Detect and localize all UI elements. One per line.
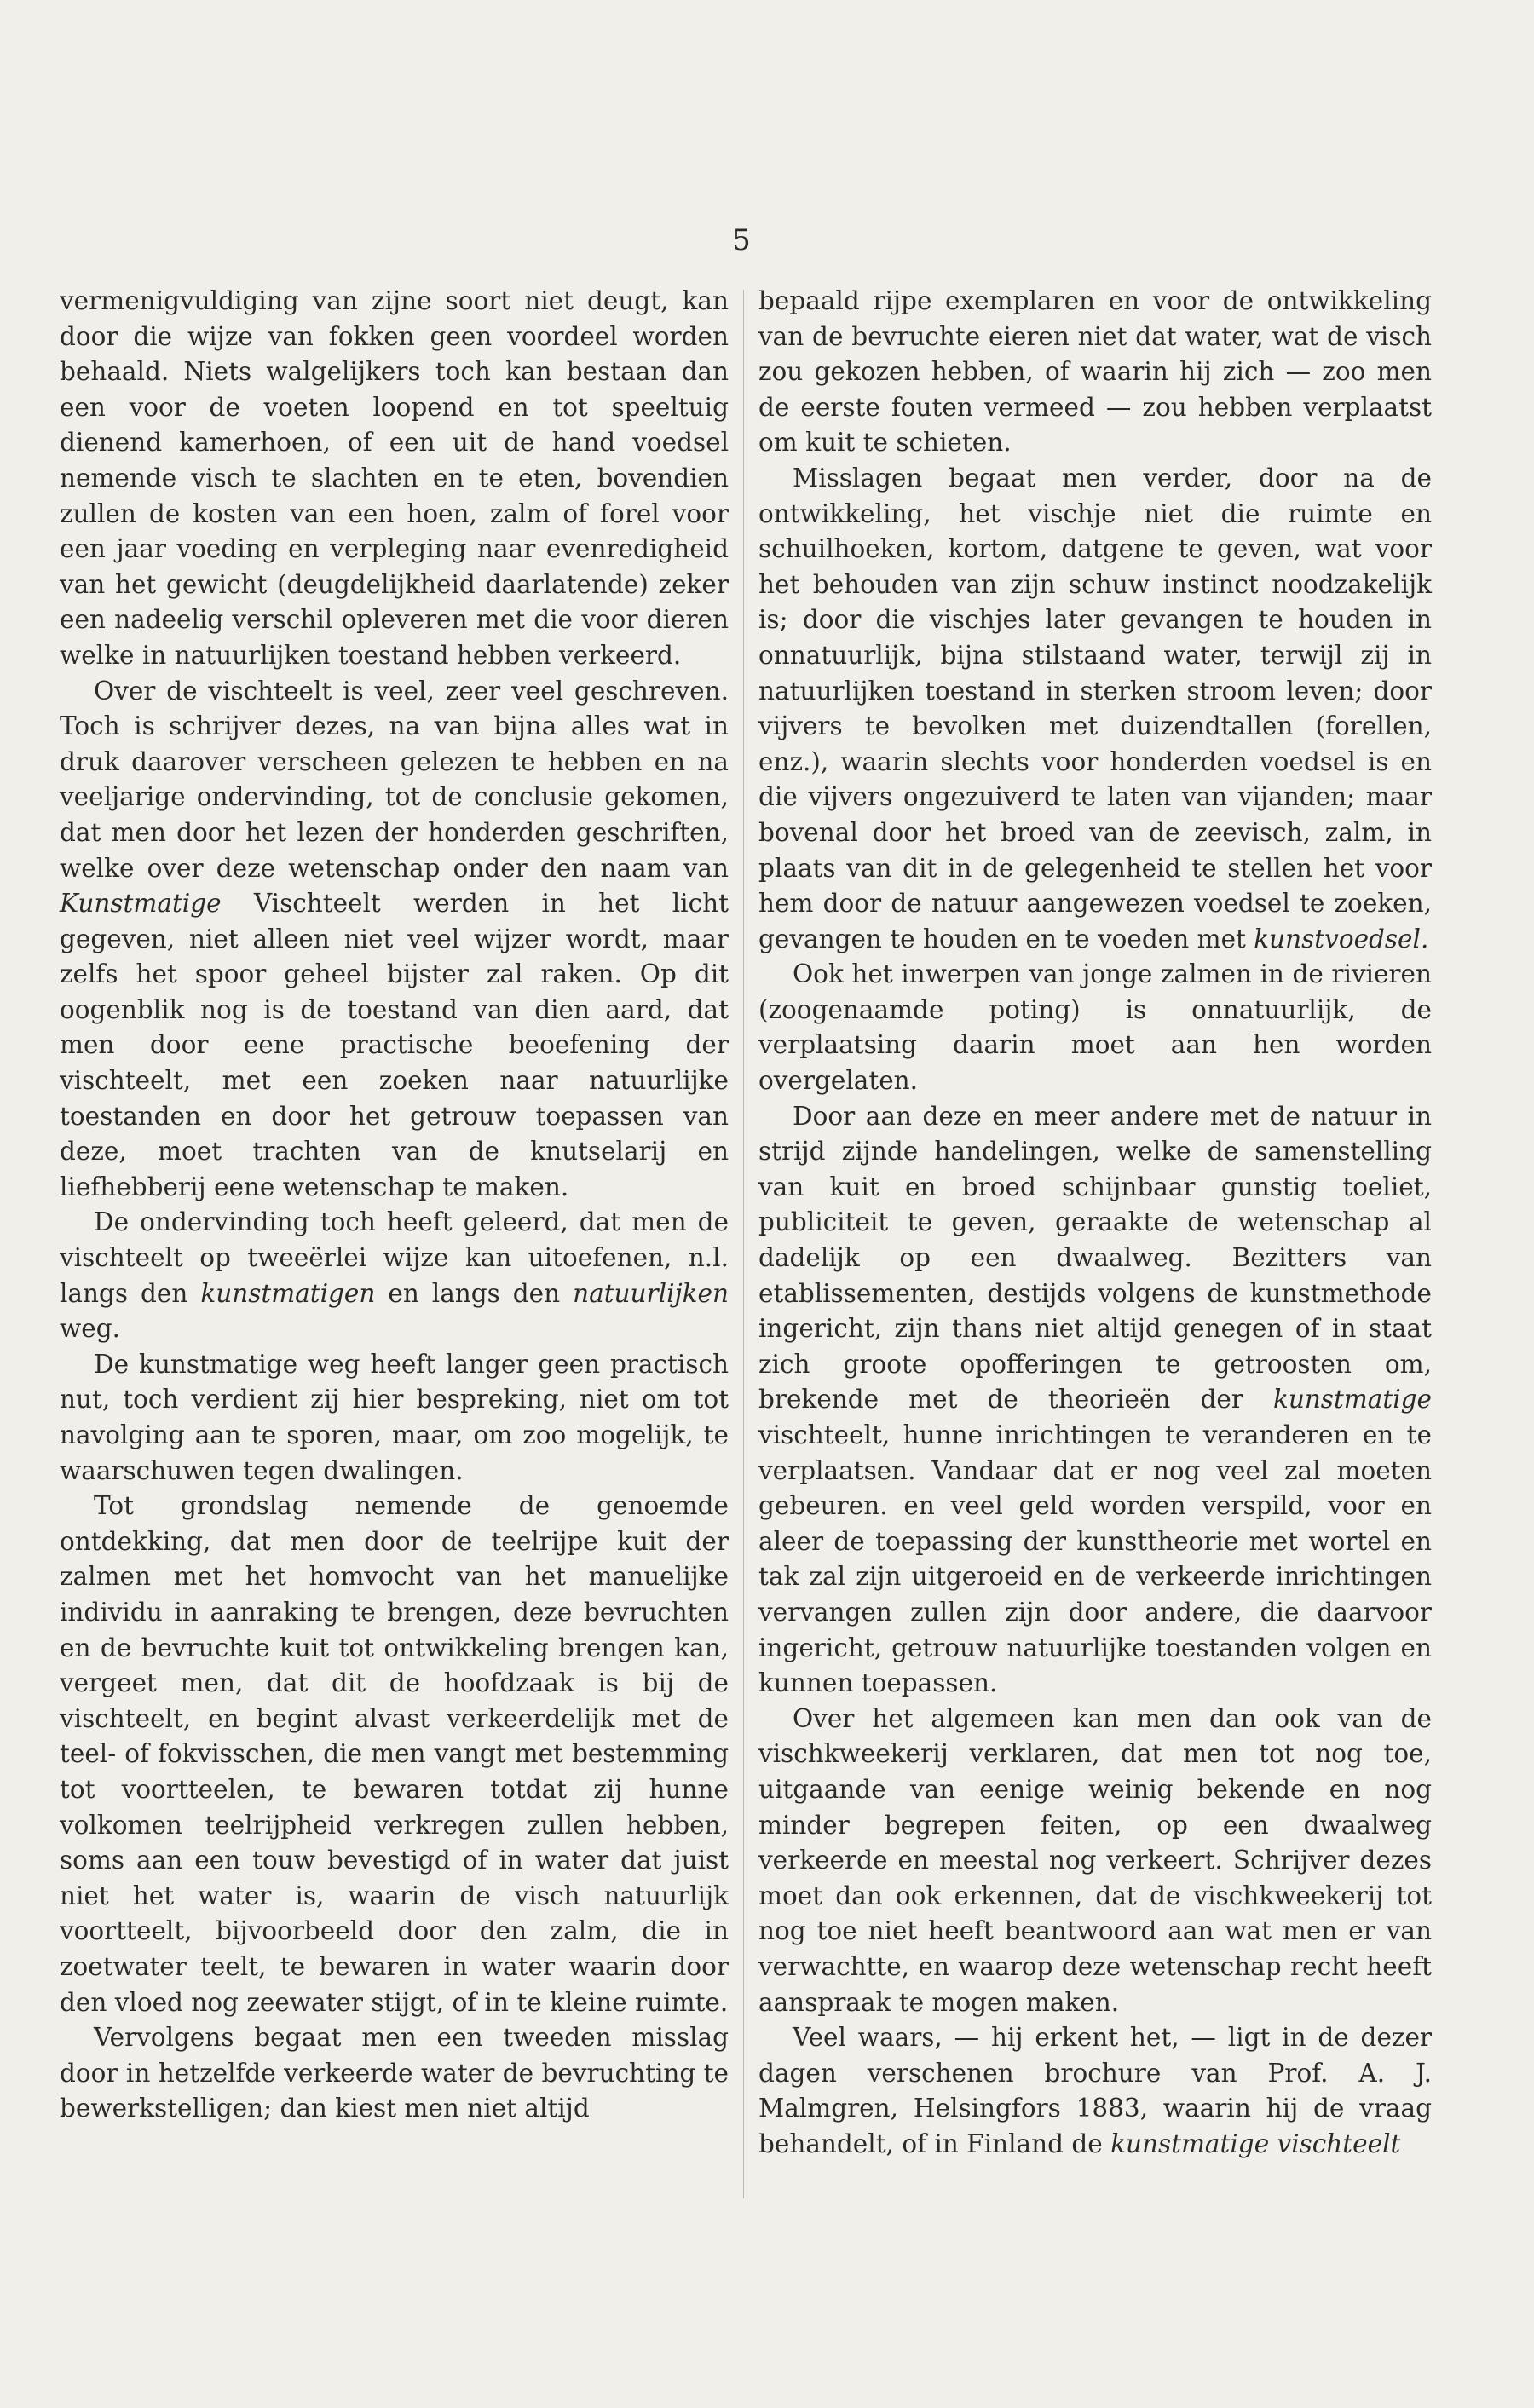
paragraph-text: Over het algemeen kan men dan ook van de vischkweekerij verklaren, dat men tot nog toe, uitgaande van eenige weinig bekende en nog minder begrepen feiten, op een dwaalweg verkeerde en meestal nog verkeert. Schrijver dezes moet dan ook erkennen, dat de vischkweekerij tot nog toe niet heeft beantwoord aan wat men er van verwachtte, en waarop deze wetenschap recht heeft aanspraak te mogen maken. — [758, 1703, 1432, 2017]
paragraph-text: en langs den — [375, 1278, 574, 1308]
paragraph-text: De kunstmatige weg heeft langer geen practisch nut, toch verdient zij hier bespreking, niet om tot navolging aan te sporen, maar, om zoo mogelijk, te waarschuwen tegen dwalingen. — [60, 1349, 729, 1485]
italic-text: kunstmatige — [1272, 1385, 1432, 1414]
paragraph-text: Ook het inwerpen van jonge zalmen in de rivieren (zoogenaamde poting) is onnatuurlijk, de verplaatsing daarin moet aan hen worden overgelaten. — [758, 959, 1432, 1096]
column-divider — [743, 290, 744, 2198]
paragraph-text: vischteelt, hunne inrichtingen te veranderen en te verplaatsen. Vandaar dat er nog veel zal moeten gebeuren. en veel geld worden verspild, voor en aleer de toepassing der kunsttheorie met wortel en tak zal zijn uitgeroeid en de verkeerde inrichtingen vervangen zullen zijn door andere, die daarvoor ingericht, getrouw natuurlijke toestanden volgen en kunnen toepassen. — [758, 1420, 1432, 1698]
page-number: 5 — [732, 223, 751, 257]
paragraph — [60, 2020, 729, 2127]
paragraph-text: bepaald rijpe exemplaren en voor de ontwikkeling van de bevruchte eieren niet dat water, wat de visch zou gekozen hebben, of waarin hij zich — zoo men de eerste fouten vermeed — zou hebben verplaatst om kuit te schieten. — [758, 286, 1432, 458]
paragraph — [758, 2020, 1432, 2162]
left-column — [60, 284, 729, 2127]
paragraph-text: Door aan deze en meer andere met de natuur in strijd zijnde handelingen, welke de samenstelling van kuit en broed schijnbaar gunstig toeliet, publiciteit te geven, geraakte de wetenschap al dadelijk op een dwaalweg. Bezitters van etablissementen, destijds volgens de kunstmethode ingericht, zijn thans niet altijd genegen of in staat zich groote opofferingen te getroosten om, brekende met de theorieën der — [758, 1101, 1432, 1414]
paragraph — [60, 1489, 729, 2020]
paragraph — [758, 1702, 1432, 2020]
paragraph — [60, 674, 729, 1206]
paragraph-text: Over de vischteelt is veel, zeer veel geschreven. Toch is schrijver dezes, na van bijna alles wat in druk daarover verscheen gelezen te hebben en na veeljarige ondervinding, tot de conclusie gekomen, dat men door het lezen der honderden geschriften, welke over deze wetenschap onder den naam van — [60, 676, 729, 883]
paragraph-text: Tot grondslag nemende de genoemde ontdekking, dat men door de teelrijpe kuit der zalmen met het homvocht van het manuelijke individu in aanraking te brengen, deze bevruchten en de bevruchte kuit tot ontwikkeling brengen kan, vergeet men, dat dit de hoofdzaak is bij de vischteelt, en begint alvast verkeerdelijk met de teel- of fokvisschen, die men vangt met bestemming tot voortteelen, te bewaren totdat zij hunne volkomen teelrijpheid verkregen zullen hebben, soms aan een touw bevestigd of in water dat juist niet het water is, waarin de visch natuurlijk voortteelt, bijvoorbeeld door den zalm, die in zoetwater teelt, te bewaren in water waarin door den vloed nog zeewater stijgt, of in te kleine ruimte. — [60, 1491, 729, 2017]
italic-text: natuurlijken — [573, 1278, 730, 1308]
paragraph-text: Misslagen begaat men verder, door na de ontwikkeling, het vischje niet die ruimte en schuilhoeken, kortom, datgene te geven, wat voor het behouden van zijn schuw instinct noodzakelijk is; door die vischjes later gevangen te houden in onnatuurlijk, bijna stilstaand water, terwijl zij in natuurlijken toestand in sterken stroom leven; door vijvers te bevolken met duizendtallen (forellen, enz.), waarin slechts voor honderden voedsel is en die vijvers ongezuiverd te laten van vijanden; maar bovenal door het broed van de zeevisch, zalm, in plaats van dit in de gelegenheid te stellen het voor hem door de natuur aangewezen voedsel te zoeken, gevangen te houden en te voeden met — [758, 463, 1432, 953]
paragraph-text: vermenigvuldiging van zijne soort niet deugt, kan door die wijze van fokken geen voordeel worden behaald. Niets walgelijkers toch kan bestaan dan een voor de voeten loopend en tot speeltuig dienend kamerhoen, of een uit de hand voedsel nemende visch te slachten en te eten, bovendien zullen de kosten van een hoen, zalm of forel voor een jaar voeding en verpleging naar evenredigheid van het gewicht (deugdelijkheid daarlatende) zeker een nadeelig verschil opleveren met die voor dieren welke in natuurlijken toestand hebben verkeerd. — [60, 286, 729, 670]
italic-text: Kunstmatige — [60, 889, 222, 919]
paragraph — [758, 461, 1432, 957]
paragraph — [60, 1205, 729, 1346]
paragraph — [758, 957, 1432, 1098]
paragraph — [758, 284, 1432, 461]
paragraph-text: Vischteelt werden in het licht gegeven, niet alleen niet veel wijzer wordt, maar zelfs het spoor geheel bijster zal raken. Op dit oogenblik nog is de toestand van dien aard, dat men door eene practische beoefening der vischteelt, met een zoeken naar natuurlijke toestanden en door het getrouw toepassen van deze, moet trachten van de knutselarij en liefhebberij eene wetenschap te maken. — [60, 889, 729, 1201]
paragraph-text: weg. — [60, 1314, 120, 1344]
italic-text: kunstvoedsel. — [1254, 924, 1429, 953]
italic-text: kunstmatigen — [200, 1278, 376, 1308]
paragraph-text: De ondervinding toch heeft geleerd, dat men de vischteelt op tweeërlei wijze kan uitoefenen, n.l. langs den — [60, 1207, 729, 1308]
paragraph — [60, 284, 729, 674]
paragraph-text: Vervolgens begaat men een tweeden misslag door in hetzelfde verkeerde water de bevruchting te bewerkstelligen; dan kiest men niet altijd — [60, 2023, 729, 2123]
italic-text: kunstmatige vischteelt — [1110, 2129, 1401, 2158]
paragraph-text: Veel waars, — hij erkent het, — ligt in de dezer dagen verschenen brochure van Prof. A. J. Malmgren, Helsingfors 1883, waarin hij de vraag behandelt, of in Finland de — [758, 2023, 1432, 2158]
right-column — [758, 284, 1432, 2162]
paragraph — [60, 1347, 729, 1489]
paragraph — [758, 1099, 1432, 1702]
